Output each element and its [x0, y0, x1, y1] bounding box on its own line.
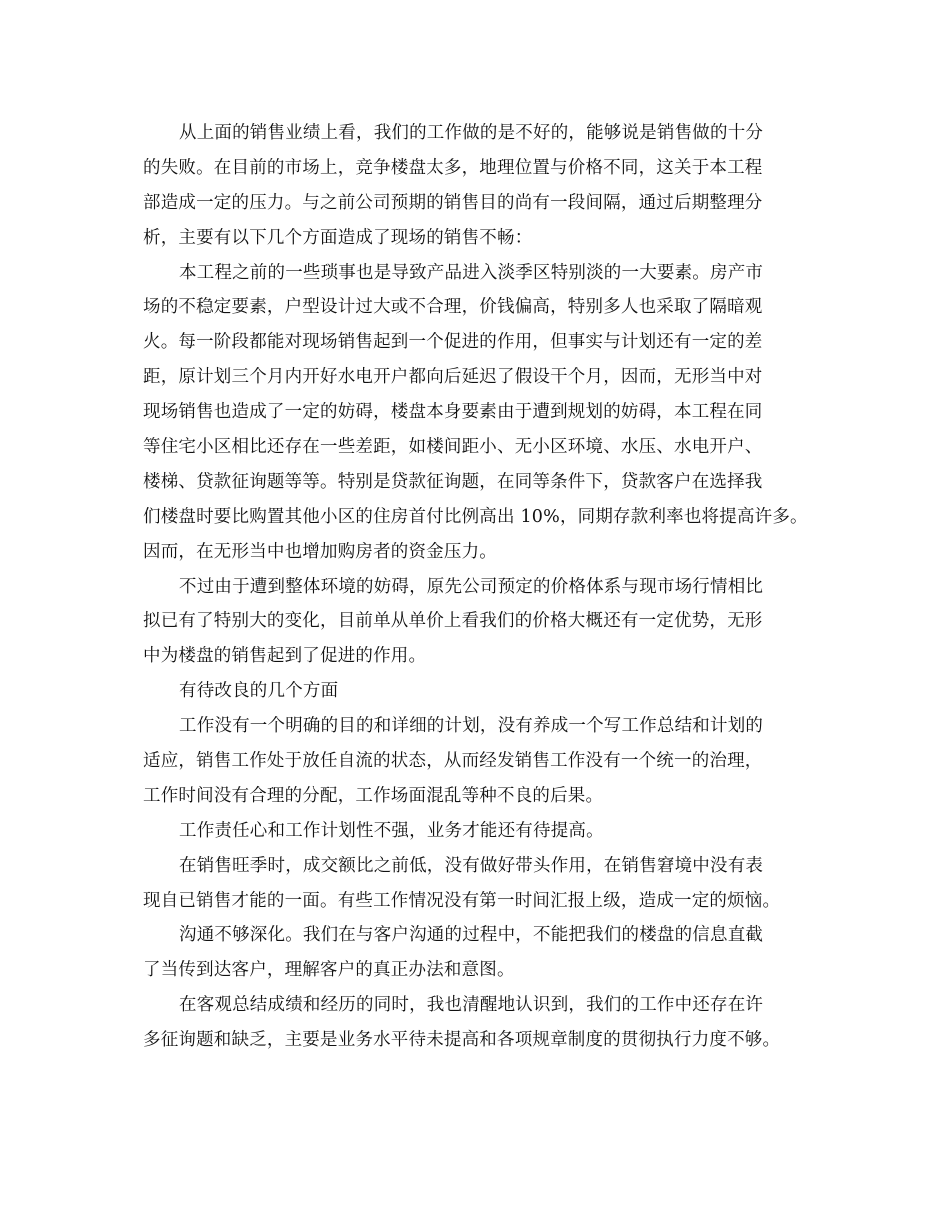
paragraph-line: 适应，销售工作处于放任自流的状态，从而经发销售工作没有一个统一的治理， [143, 751, 763, 772]
section-heading: 有待改良的几个方面 [179, 681, 339, 702]
paragraph-line: 本工程之前的一些琐事也是导致产品进入淡季区特别淡的一大要素。房产市 [179, 262, 764, 283]
paragraph-line: 楼梯、贷款征询题等等。特别是贷款征询题，在同等条件下，贷款客户在选择我 [143, 471, 763, 492]
paragraph-line: 从上面的销售业绩上看，我们的工作做的是不好的，能够说是销售做的十分 [179, 123, 764, 143]
paragraph-line: 沟通不够深化。我们在与客户沟通的过程中，不能把我们的楼盘的信息直截 [179, 925, 764, 946]
paragraph-line: 场的不稳定要素，户型设计过大或不合理，价钱偏高，特别多人也采取了隔暗观 [143, 297, 763, 318]
paragraph-line: 工作没有一个明确的目的和详细的计划，没有养成一个写工作总结和计划的 [179, 716, 764, 737]
document-body [143, 116, 833, 1058]
paragraph-line: 中为楼盘的销售起到了促进的作用。 [143, 646, 427, 667]
paragraph-line: 们楼盘时要比购置其他小区的住房首付比例高出 10%，同期存款利率也将提高许多。 [143, 506, 808, 527]
paragraph-line: 部造成一定的压力。与之前公司预期的销售目的尚有一段间隔，通过后期整理分 [143, 192, 763, 213]
paragraph-line: 距，原计划三个月内开好水电开户都向后延迟了假设干个月，因而，无形当中对 [143, 367, 763, 388]
paragraph-line: 工作时间没有合理的分配，工作场面混乱等种不良的后果。 [143, 785, 604, 806]
paragraph-line: 因而，在无形当中也增加购房者的资金压力。 [143, 541, 497, 562]
paragraph-line: 多征询题和缺乏，主要是业务水平待未提高和各项规章制度的贯彻执行力度不够。 [143, 1030, 781, 1051]
paragraph-line: 工作责任心和工作计划性不强，业务才能还有待提高。 [179, 820, 604, 841]
paragraph-line: 在销售旺季时，成交额比之前低，没有做好带头作用，在销售窘境中没有表 [179, 855, 764, 876]
paragraph-line: 在客观总结成绩和经历的同时，我也清醒地认识到，我们的工作中还存在许 [179, 995, 764, 1016]
paragraph-line: 现场销售也造成了一定的妨碍，楼盘本身要素由于遭到规划的妨碍，本工程在同 [143, 402, 763, 423]
paragraph-line: 现自已销售才能的一面。有些工作情况没有第一时间汇报上级，造成一定的烦恼。 [143, 890, 781, 911]
paragraph-line: 等住宅小区相比还存在一些差距，如楼间距小、无小区环境、水压、水电开户、 [143, 437, 763, 458]
paragraph-line: 了当传到达客户，理解客户的真正办法和意图。 [143, 960, 515, 981]
paragraph-line: 的失败。在目前的市场上，竞争楼盘太多，地理位置与价格不同，这关于本工程 [143, 157, 763, 178]
paragraph-line: 不过由于遭到整体环境的妨碍，原先公司预定的价格体系与现市场行情相比 [179, 576, 764, 597]
paragraph-line: 析，主要有以下几个方面造成了现场的销售不畅： [143, 227, 533, 248]
paragraph-line: 拟已有了特别大的变化，目前单从单价上看我们的价格大概还有一定优势，无形 [143, 611, 763, 632]
paragraph-line: 火。每一阶段都能对现场销售起到一个促进的作用，但事实与计划还有一定的差 [143, 332, 763, 353]
